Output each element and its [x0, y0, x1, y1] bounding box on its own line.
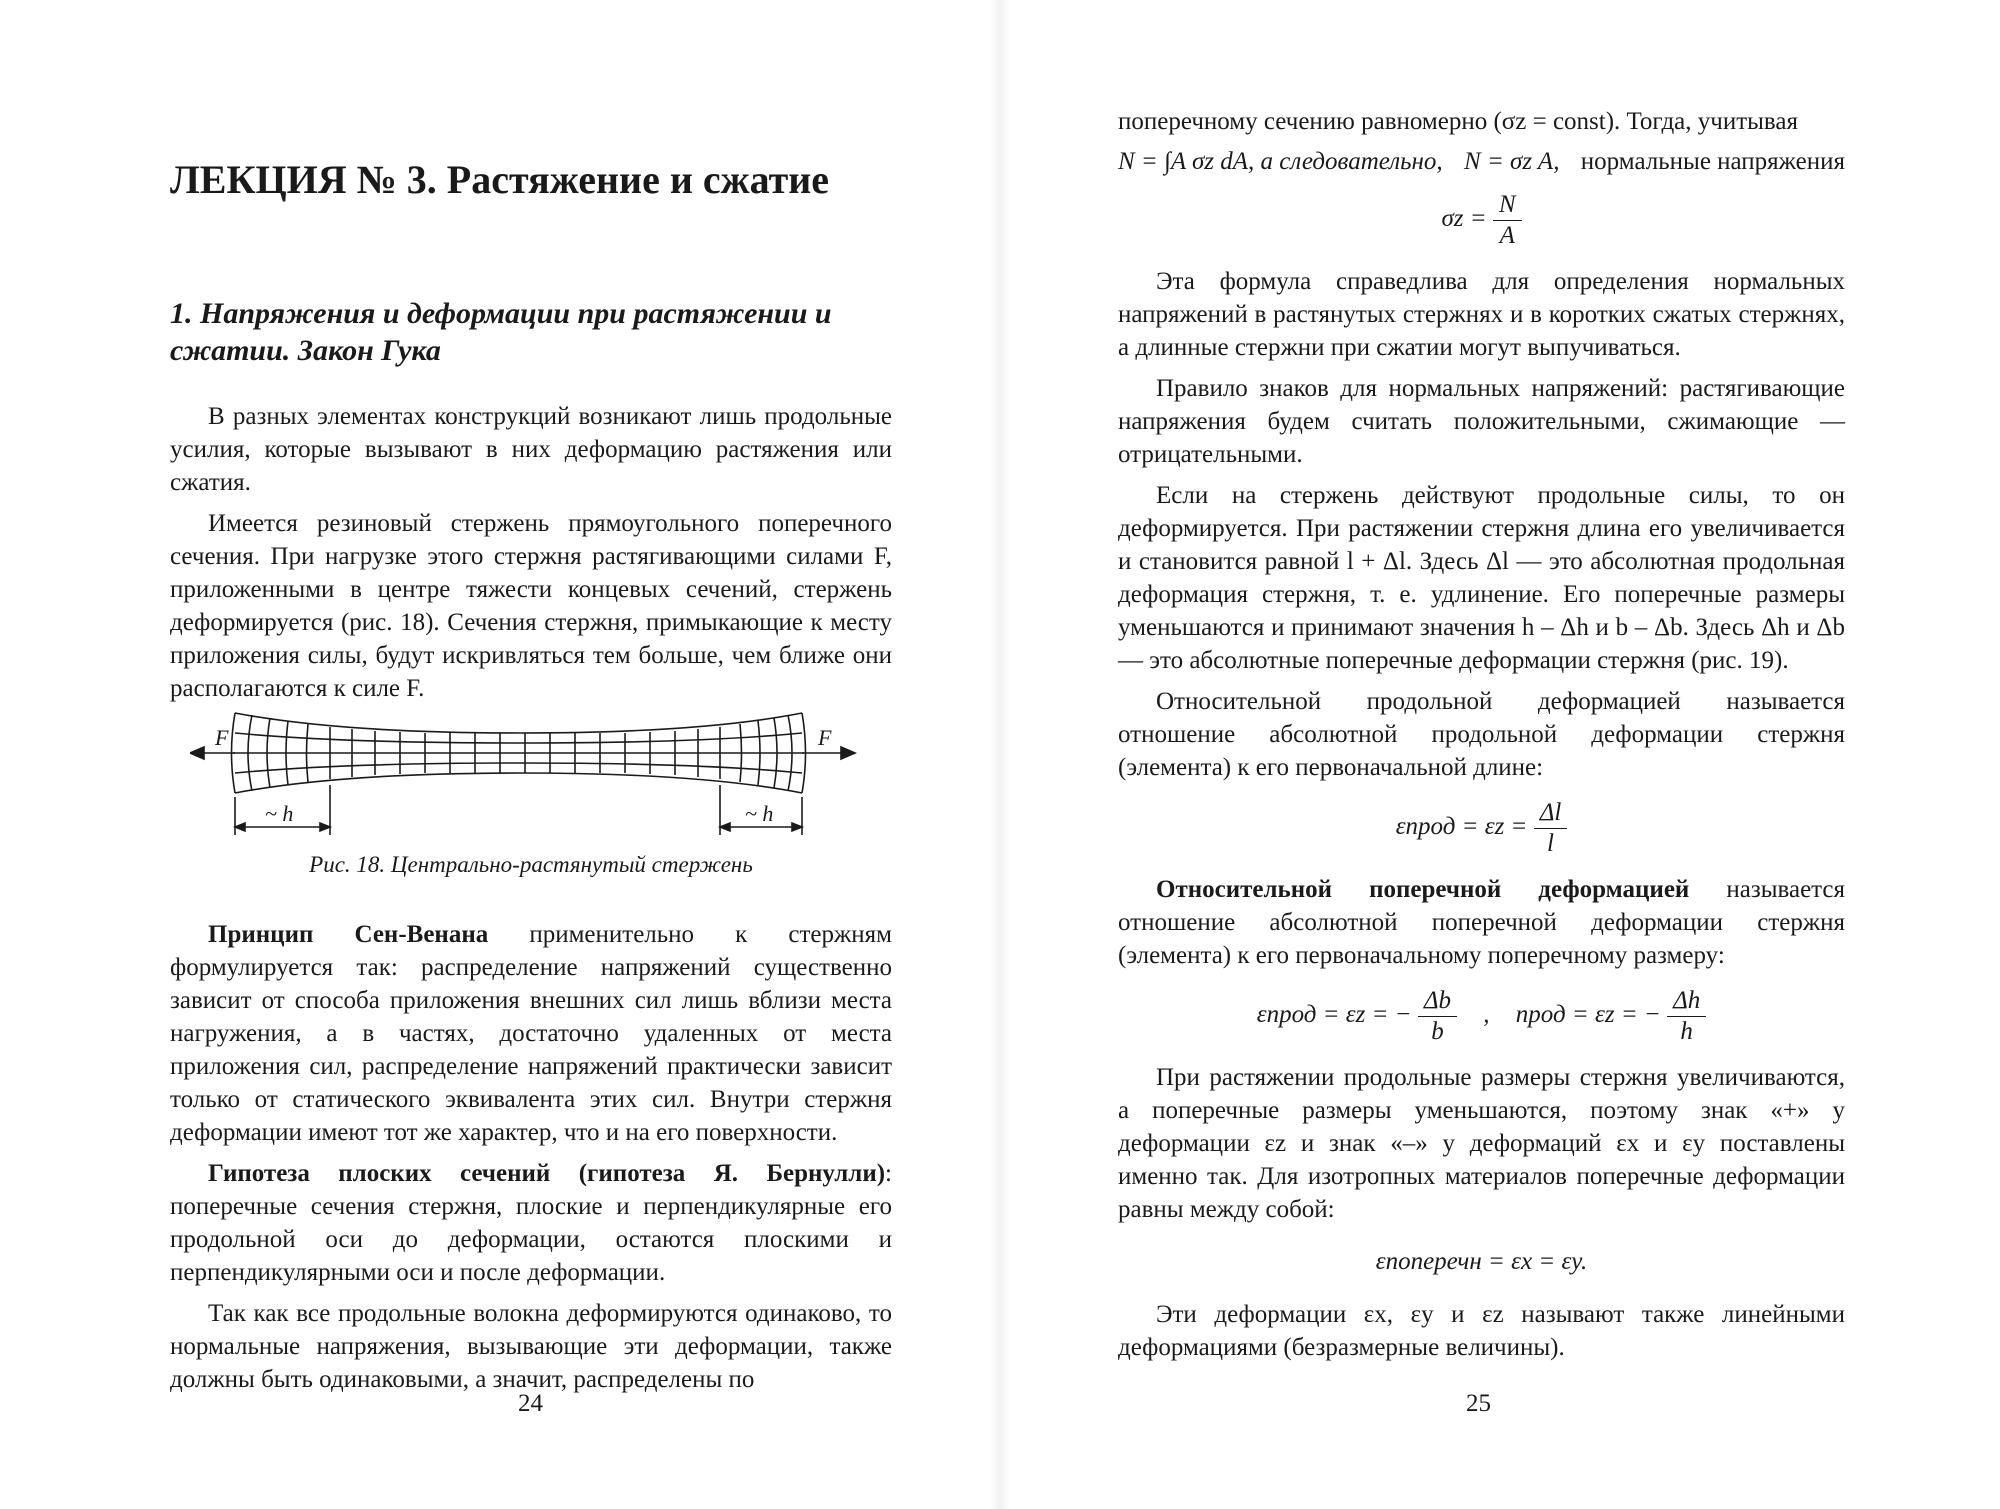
- formula-lhs: σz =: [1441, 205, 1487, 233]
- force-label-left: F: [215, 725, 229, 750]
- paragraph-text: : поперечные сечения стержня, плоские и перпендикулярные его продольной оси до деформации, остаются плоскими и перпендикулярными оси и после деформации.: [170, 1160, 892, 1286]
- lecture-title: ЛЕКЦИЯ № 3. Растяжение и сжатие: [170, 157, 830, 202]
- normal-force-formula: N = σz A,: [1464, 148, 1560, 175]
- left-column-top: [170, 400, 892, 713]
- formula-numerator: Δb: [1418, 986, 1457, 1017]
- right-column: [1118, 105, 1845, 1372]
- paragraph-text: применительно к стержням формулируется так: распределение напряжений существенно зависит от способа приложения внешних сил лишь вблизи места нагружения, а в частях, достаточно удаленных от места приложения сил, распределение напряжений практически зависит только от статического эквивалента этих сил. Внутри стержня деформации имеют тот же характер, что и на его поверхности.: [170, 921, 892, 1146]
- paragraph: При растяжении продольные размеры стержня увеличиваются, а поперечные размеры уменьшаются, поэтому знак «+» у деформации εz и знак «–» у деформаций εx и εy поставлены именно так. Для изотропных материалов поперечные деформации равны между собой:: [1118, 1064, 1845, 1223]
- paragraph: Правило знаков для нормальных напряжений: растягивающие напряжения будем считать положительными, сжимающие — отрицательными.: [1118, 375, 1845, 468]
- paragraph: поперечному сечению равномерно (σz = const). Тогда, учитывая: [1118, 108, 1799, 135]
- paragraph-text: называется отношение абсолютной поперечной деформации стержня (элемента) к его первоначальному поперечному размеру:: [1118, 876, 1846, 969]
- formula-longitudinal-strain: [1118, 798, 1845, 859]
- formula-numerator: Δl: [1534, 798, 1568, 829]
- paragraph: Эти деформации εx, εy и εz называют также линейными деформациями (безразмерные величины).: [1118, 1301, 1845, 1361]
- paragraph: Эта формула справедлива для определения нормальных напряжений в растянутых стержнях и в коротких сжатых стержнях, а длинные стержни при сжатии могут выпучиваться.: [1118, 268, 1845, 361]
- formula-transverse-strain: εпрод = εz = − $\frac{\Delta b}{b}$ , прод = εz = − $\frac{\Delta h}{h}$: [1118, 986, 1845, 1047]
- formula-denominator: h: [1680, 1018, 1693, 1045]
- section-title: 1. Напряжения и деформации при растяжении и сжатии. Закон Гука: [170, 297, 832, 367]
- paragraph: Относительной продольной деформацией называется отношение абсолютной продольной деформации стержня (элемента) к его первоначальной длине:: [1118, 688, 1845, 781]
- left-column-bottom: [170, 918, 892, 1404]
- paragraph: Так как все продольные волокна деформируются одинаково, то нормальные напряжения, вызывающие эти деформации, также должны быть одинаковыми, а значит, распределены по: [170, 1300, 892, 1393]
- formula-numerator: Δh: [1667, 986, 1706, 1017]
- formula-lhs: εпрод = εz = −: [1256, 1001, 1412, 1029]
- paragraph: Имеется резиновый стержень прямоугольного поперечного сечения. При нагрузке этого стержня растягивающими силами F, приложенными в центре тяжести концевых сечений, стержень деформируется (рис. 18). Сечения стержня, примыкающие к месту приложения силы, будут искривляться тем больше, чем ближе они располагаются к силе F.: [170, 510, 892, 702]
- paragraph: [1118, 873, 1845, 972]
- figure-caption: Рис. 18. Центрально-растянутый стержень: [309, 852, 753, 877]
- integral-formula: N = ∫A σz dA, а следовательно,: [1118, 148, 1443, 175]
- figure-stretched-rod: [190, 705, 870, 840]
- rod-top-edge: [235, 713, 802, 733]
- right-page: [1000, 0, 2000, 1509]
- integral-line-text: нормальные напряжения: [1580, 148, 1845, 175]
- formula-lhs: прод = εz = −: [1515, 1001, 1661, 1029]
- formula-numerator: N: [1493, 190, 1522, 221]
- formula-denominator: b: [1431, 1018, 1444, 1045]
- formula-lhs: εпрод = εz =: [1395, 813, 1528, 841]
- formula-transverse-equal: εпоперечн = εx = εy.: [1375, 1248, 1588, 1275]
- term-saint-venant: Принцип Сен-Венана: [208, 921, 489, 948]
- integral-line: [1118, 148, 1845, 176]
- term-bernoulli: Гипотеза плоских сечений (гипотеза Я. Бернулли): [208, 1160, 886, 1187]
- paragraph: [170, 918, 892, 1149]
- arrowhead-right: [841, 747, 855, 759]
- formula-denominator: l: [1547, 830, 1554, 857]
- page-number-left: 24: [518, 1390, 543, 1417]
- force-label-right: F: [818, 725, 832, 750]
- arrowhead-left: [190, 747, 204, 759]
- formula-denominator: A: [1499, 222, 1515, 249]
- paragraph: [170, 1157, 892, 1289]
- page-number-right: 25: [1466, 1390, 1491, 1417]
- paragraph: Если на стержень действуют продольные силы, то он деформируется. При растяжении стержня длина его увеличивается и становится равной l + Δl. Здесь Δl — это абсолютная продольная деформация стержня, т. е. удлинение. Его поперечные размеры уменьшаются и принимают значения h – Δh и b – Δb. Здесь Δh и Δb — это абсолютные поперечные деформации стержня (рис. 19).: [1118, 482, 1845, 674]
- h-label-left: ~ h: [265, 801, 294, 826]
- term-transverse-strain: Относительной поперечной деформацией: [1156, 876, 1690, 903]
- h-label-right: ~ h: [745, 801, 774, 826]
- formula-sigma: [1118, 190, 1845, 251]
- paragraph: В разных элементах конструкций возникают лишь продольные усилия, которые вызывают в них деформацию растяжения или сжатия.: [170, 403, 892, 496]
- rod-bottom-edge: [235, 773, 802, 793]
